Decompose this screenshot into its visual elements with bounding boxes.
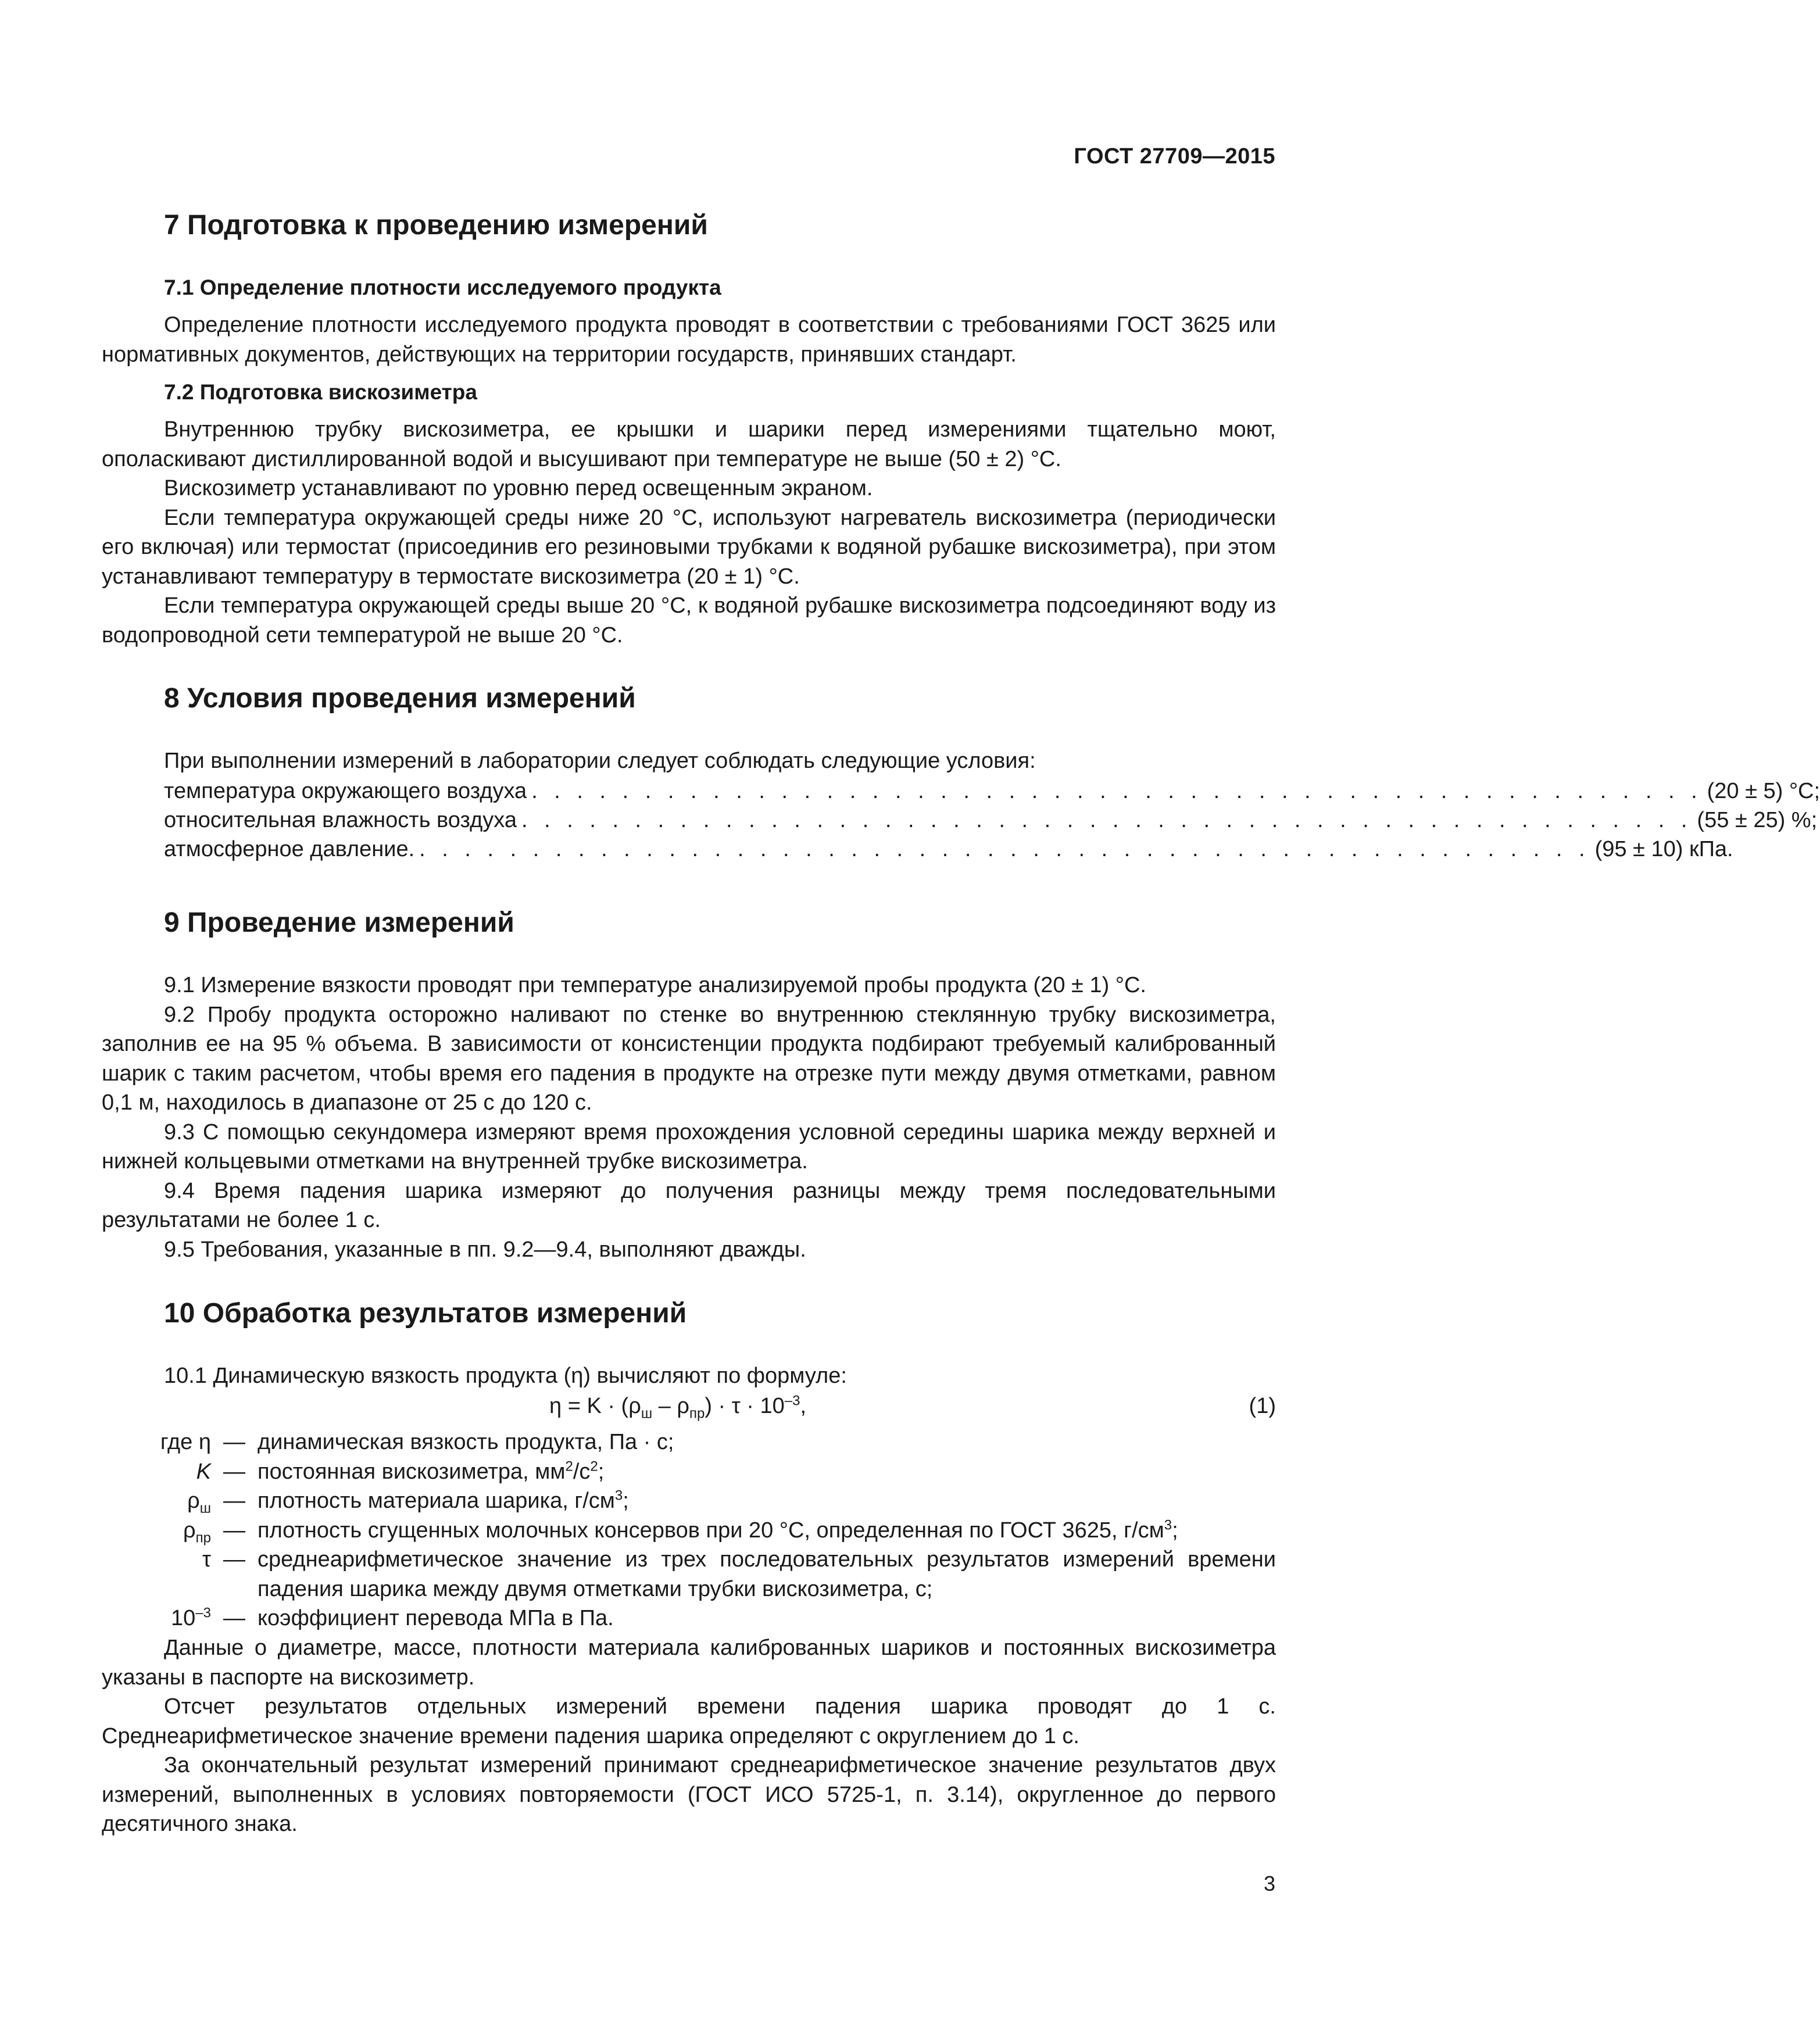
paragraph: 9.2 Пробу продукта осторожно наливают по стенке во внутреннюю стеклянную трубку вискозиметра, заполнив ее на 95 % объема. В зависимости от консистенции продукта подбирают требуемый калиброванный шарик с таким расчетом, чтобы время его падения в продукте на отрезке пути между двумя отметками, равном 0,1 м, находилось в диапазоне от 25 с до 120 с.	[102, 1002, 1276, 1115]
formula-number: (1)	[1249, 1394, 1276, 1418]
section-8-title: 8 Условия проведения измерений	[164, 683, 636, 714]
definition-row	[102, 1486, 1276, 1516]
condition-row	[164, 835, 1733, 864]
subsection-7-1-text	[102, 310, 1276, 369]
definition-text: среднеарифметическое значение из трех последовательных результатов измерений времени падения шарика между двумя отметками трубки вискозиметра, с;	[258, 1547, 1276, 1601]
paragraph: Вискозиметр устанавливают по уровню перед освещенным экраном.	[164, 476, 873, 500]
condition-value: (95 ± 10) кПа.	[1594, 837, 1733, 861]
definition-dash: —	[223, 1459, 245, 1484]
paragraph: Определение плотности исследуемого продукта проводят в соответствии с требованиями ГОСТ 3625 или нормативных документов, действующих на территории государств, принявших стандарт.	[102, 313, 1276, 367]
paragraph: 9.5 Требования, указанные в пп. 9.2—9.4, выполняют дважды.	[164, 1237, 806, 1262]
subsection-7-1-title: 7.1 Определение плотности исследуемого продукта	[164, 276, 721, 299]
paragraph: За окончательный результат измерений принимают среднеарифметическое значение результатов двух измерений, выполненных в условиях повторяемости (ГОСТ ИСО 5725-1, п. 3.14), округленное до первого десятичного знака.	[102, 1753, 1276, 1836]
condition-label: атмосферное давление.	[164, 837, 415, 861]
definition-row	[102, 1428, 1276, 1457]
definition-dash: —	[223, 1430, 245, 1454]
dot-leader: . . . . . . . . . . . . . . . . . . . . . . . . . . . . . . . . . . . . . . . . . . . . . . . . . . . .	[521, 808, 1693, 832]
section-9-text	[102, 971, 1276, 1264]
definition-text: плотность материала шарика, $г/см^3$;	[258, 1487, 629, 1513]
formula-expression: $\eta = K \cdot (\rho_ш - \rho_{пр}) \cdot \tau \cdot 10^{-3}$,	[549, 1393, 807, 1422]
definition-row	[102, 1545, 1276, 1604]
paragraph: Данные о диаметре, массе, плотности материала калиброванных шариков и постоянных вискозиметра указаны в паспорте на вискозиметр.	[102, 1636, 1276, 1690]
paragraph: Отсчет результатов отдельных измерений времени падения шарика проводят до 1 с. Среднеарифметическое значение времени падения шарика определяют с округлением до 1 с.	[102, 1694, 1276, 1748]
condition-value: (55 ± 25) %;	[1697, 808, 1818, 832]
condition-row	[164, 777, 1820, 806]
definition-row	[102, 1604, 1276, 1633]
variable-definitions	[102, 1428, 1276, 1633]
definition-row	[102, 1457, 1276, 1487]
paragraph: 9.1 Измерение вязкости проводят при температуре анализируемой пробы продукта (20 ± 1) °С.	[164, 973, 1146, 997]
definition-symbol: τ	[202, 1547, 211, 1572]
definition-symbol: где η	[160, 1430, 211, 1454]
dot-leader: . . . . . . . . . . . . . . . . . . . . . . . . . . . . . . . . . . . . . . . . . . . . . . . . . . . .	[531, 779, 1703, 803]
section-8-intro: При выполнении измерений в лаборатории следует соблюдать следующие условия:	[164, 749, 1036, 773]
definition-dash: —	[223, 1489, 245, 1513]
definition-text: плотность сгущенных молочных консервов при 20 °С, определенная по ГОСТ 3625, $г/см^3$;	[258, 1516, 1178, 1543]
subsection-7-2-text	[102, 415, 1276, 650]
section-7-title: 7 Подготовка к проведению измерений	[164, 210, 708, 241]
dot-leader: . . . . . . . . . . . . . . . . . . . . . . . . . . . . . . . . . . . . . . . . . . . . . . . . . . . .	[419, 837, 1590, 861]
section-10-text	[102, 1633, 1276, 1839]
definition-row	[102, 1516, 1276, 1546]
definition-text: постоянная вискозиметра, $мм^2/с^2$;	[258, 1458, 605, 1484]
definition-dash: —	[223, 1547, 245, 1572]
definition-symbol: $\rho_ш$	[187, 1489, 211, 1516]
definition-symbol: $10^{-3}$	[171, 1605, 211, 1630]
condition-value: (20 ± 5) °С;	[1707, 779, 1820, 803]
subsection-7-2-title: 7.2 Подготовка вискозиметра	[164, 380, 477, 404]
definition-text: коэффициент перевода МПа в Па.	[258, 1606, 614, 1630]
paragraph: 9.4 Время падения шарика измеряют до получения разницы между тремя последовательными результатами не более 1 с.	[102, 1178, 1276, 1232]
condition-label: относительная влажность воздуха	[164, 808, 517, 832]
definition-dash: —	[223, 1606, 245, 1630]
paragraph: Если температура окружающей среды выше 20 °С, к водяной рубашке вискозиметра подсоединяют воду из водопроводной сети температурой не выше 20 °С.	[102, 593, 1276, 648]
section-10-title: 10 Обработка результатов измерений	[164, 1298, 687, 1329]
condition-label: температура окружающего воздуха	[164, 779, 527, 803]
definition-dash: —	[223, 1518, 245, 1543]
paragraph: Если температура окружающей среды ниже 20 °С, используют нагреватель вискозиметра (периодически его включая) или термостат (присоединив его резиновыми трубками к водяной рубашке вискозиметра), при этом устанавливают температуру в термостате вискозиметра (20 ± 1) °С.	[102, 505, 1276, 589]
section-9-title: 9 Проведение измерений	[164, 907, 514, 938]
paragraph: 9.3 С помощью секундомера измеряют время прохождения условной середины шарика между верхней и нижней кольцевыми отметками на внутренней трубке вискозиметра.	[102, 1119, 1276, 1174]
definition-symbol: $\rho_{пр}$	[183, 1518, 211, 1546]
definition-symbol: K	[196, 1459, 211, 1484]
definition-text: динамическая вязкость продукта, Па · с;	[258, 1430, 674, 1454]
section-10-1-text: 10.1 Динамическую вязкость продукта (η) вычисляют по формуле:	[164, 1364, 847, 1388]
document-header: ГОСТ 27709—2015	[1074, 144, 1275, 169]
condition-row	[164, 806, 1818, 835]
paragraph: Внутреннюю трубку вискозиметра, ее крышки и шарики перед измерениями тщательно моют, ополаскивают дистиллированной водой и высушивают при температуре не выше (50 ± 2) °С.	[102, 417, 1276, 471]
page-number: 3	[1263, 1872, 1275, 1895]
